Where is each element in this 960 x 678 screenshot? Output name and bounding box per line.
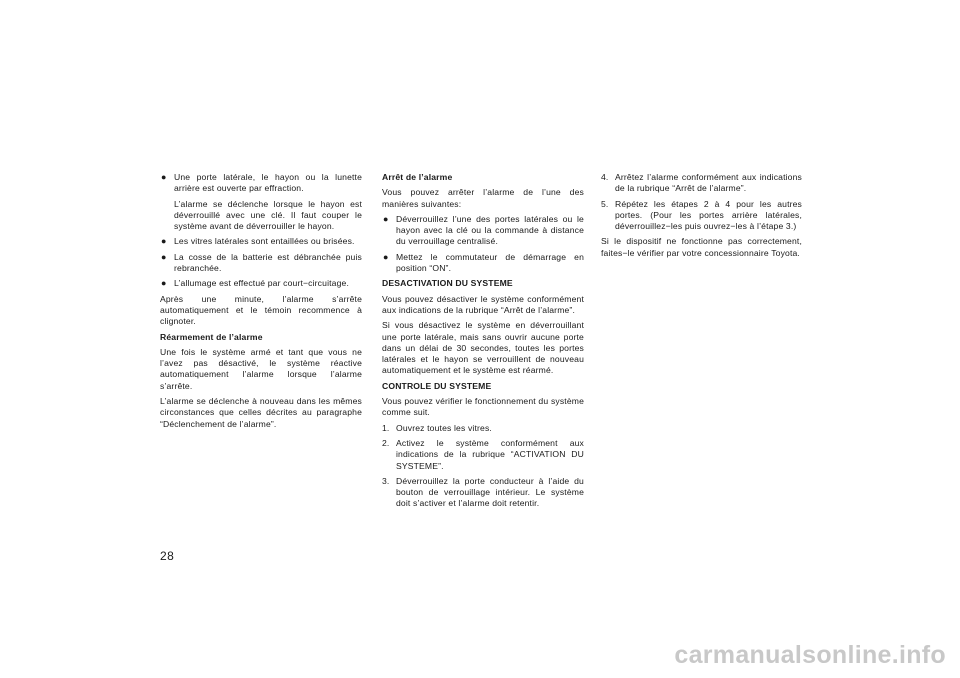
list-item-note: L’alarme se déclenche lorsque le hayon est déverrouillé avec une clé. Il faut couper le système avant de déverrouiller le hayon. (174, 198, 362, 232)
step-text: Activez le système conformément aux indications de la rubrique “ACTIVATION DU SYSTEME”. (396, 437, 584, 471)
list-item (160, 236, 362, 247)
step-number: 2. (382, 437, 390, 448)
section-heading: Arrêt de l’alarme (382, 172, 453, 182)
list-item-text: Les vitres latérales sont entaillées ou brisées. (174, 236, 355, 247)
column-left (160, 172, 362, 434)
bullet-dot-icon: ● (161, 278, 167, 289)
paragraph: Si le dispositif ne fonctionne pas correctement, faites−le vérifier par votre concessionnaire Toyota. (601, 236, 802, 258)
bullet-dot-icon: ● (383, 213, 389, 224)
numbered-step (382, 476, 584, 510)
step-number: 3. (382, 475, 390, 486)
step-text: Arrêtez l’alarme conformément aux indications de la rubrique “Arrêt de l’alarme”. (615, 172, 802, 194)
list-item (382, 252, 584, 275)
bullet-dot-icon: ● (161, 251, 167, 262)
list-item (160, 278, 362, 289)
numbered-step (601, 199, 802, 233)
step-number: 5. (601, 198, 609, 209)
list-item-text: Une porte latérale, le hayon ou la lunette arrière est ouverte par effraction. (174, 172, 362, 194)
numbered-step (382, 438, 584, 472)
bullet-dot-icon: ● (383, 251, 389, 262)
list-item-text: Déverrouillez l’une des portes latérales ou le hayon avec la clé ou la commande à distance du verrouillage centralisé. (396, 213, 584, 247)
section-heading: CONTROLE DU SYSTEME (382, 380, 492, 391)
list-item (382, 214, 584, 248)
paragraph: Vous pouvez vérifier le fonctionnement du système comme suit. (382, 396, 584, 418)
list-item (160, 172, 362, 195)
paragraph: Vous pouvez désactiver le système conformément aux indications de la rubrique “Arrêt de l’alarme”. (382, 293, 584, 315)
step-number: 1. (382, 422, 390, 433)
list-item-text: Mettez le commutateur de démarrage en position “ON”. (396, 251, 584, 274)
list-item (160, 252, 362, 275)
paragraph: Vous pouvez arrêter l’alarme de l’une des manières suivantes: (382, 187, 584, 209)
page-number: 28 (160, 549, 175, 563)
step-text: Ouvrez toutes les vitres. (396, 422, 492, 433)
section-heading: Réarmement de l’alarme (160, 331, 263, 342)
section-heading: DESACTIVATION DU SYSTEME (382, 278, 513, 289)
numbered-step (601, 172, 802, 195)
step-text: Déverrouillez la porte conducteur à l’aide du bouton de verrouillage intérieur. Le système doit s’activer et l’alarme doit retentir. (396, 475, 584, 509)
list-item-text: L’allumage est effectué par court−circuitage. (174, 278, 349, 289)
column-middle (382, 172, 584, 514)
paragraph: Après une minute, l’alarme s’arrête automatiquement et le témoin recommence à clignoter. (160, 293, 362, 327)
paragraph: Si vous désactivez le système en déverrouillant une porte latérale, mais sans ouvrir aucune porte dans un délai de 30 secondes, toutes les portes latérales et le hayon se verrouillent de nouveau automatiquement et le système est réarmé. (382, 320, 584, 376)
watermark: carmanualsonline.info (674, 641, 946, 669)
list-item-text: La cosse de la batterie est débranchée puis rebranchée. (174, 251, 362, 274)
paragraph: Une fois le système armé et tant que vous ne l’avez pas désactivé, le système réactive automatiquement l’alarme lorsque l’alarme s’arrête. (160, 346, 362, 391)
paragraph: L’alarme se déclenche à nouveau dans les mêmes circonstances que celles décrites au paragraphe “Déclenchement de l’alarme”. (160, 396, 362, 429)
column-right (601, 172, 802, 263)
step-number: 4. (601, 172, 609, 182)
bullet-dot-icon: ● (161, 172, 167, 182)
bullet-dot-icon: ● (161, 236, 167, 247)
step-text: Répétez les étapes 2 à 4 pour les autres portes. (Pour les portes arrière latérales, déverrouillez−les puis ouvrez−les à l’étape 3.) (615, 198, 802, 232)
numbered-step (382, 423, 584, 434)
